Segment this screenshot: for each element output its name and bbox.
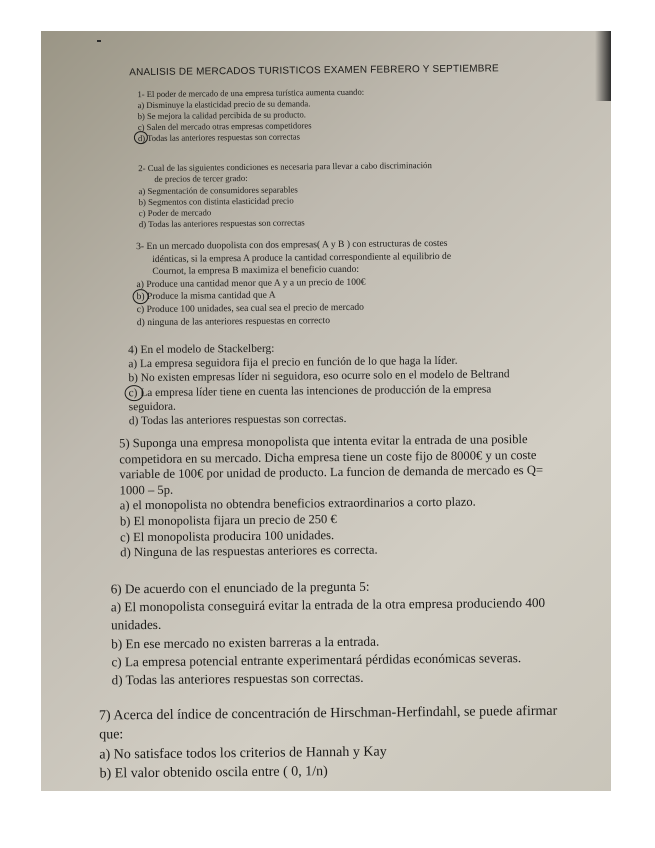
question-2-stem-line-2: de precios de tercer grado: <box>154 173 248 185</box>
question-6-option-d: d) Todas las anteriores respuestas son correctas. <box>111 669 364 688</box>
question-4-option-c-cont: seguidora. <box>128 400 176 414</box>
question-3-option-d: d) ninguna de las anteriores respuestas en correcto <box>136 314 331 328</box>
exam-title: ANALISIS DE MERCADOS TURISTICOS EXAMEN FEBRERO Y SEPTIEMBRE <box>129 63 499 79</box>
question-4-option-b: b) No existen empresas líder ni seguidora, eso ocurre solo en el modelo de Beltrand <box>128 368 510 385</box>
question-3-option-a: a) Produce una cantidad menor que A y a un precio de 100€ <box>136 276 366 290</box>
question-3-option-c: c) Produce 100 unidades, sea cual sea el precio de mercado <box>136 301 364 316</box>
question-5-option-a: a) el monopolista no obtendra beneficios extraordinarios a corto plazo. <box>119 494 476 513</box>
question-2-option-b: b) Segmentos con distinta elasticidad precio <box>138 195 294 207</box>
question-2-stem-line-1: 2- Cual de las siguientes condiciones es necesaria para llevar a cabo discriminación <box>138 160 432 174</box>
question-5-option-d: d) Ninguna de las respuestas anteriores es correcta. <box>120 542 378 560</box>
answer-circle-mark <box>134 131 148 144</box>
question-5-stem-line-2: competidora en su mercado. Dicha empresa tiene un coste fijo de 8000€ y un coste <box>119 447 537 466</box>
question-1 <box>137 87 364 144</box>
question-1-stem: 1- El poder de mercado de una empresa turística aumenta cuando: <box>137 86 365 100</box>
question-7-option-b: b) El valor obtenido oscila entre ( 0, 1/n) <box>99 764 328 782</box>
question-5-stem-line-3: variable de 100€ por unidad de producto. La funcion de demanda de mercado es Q= <box>119 463 544 482</box>
question-2-option-c: c) Poder de mercado <box>138 207 212 219</box>
question-1-option-b: b) Se mejora la calidad percibida de su producto. <box>137 109 306 122</box>
answer-circle-mark <box>125 385 144 401</box>
question-6 <box>111 576 546 690</box>
question-4-option-c: c) La empresa líder tiene en cuenta las intenciones de producción de la empresa <box>128 383 492 399</box>
question-3 <box>136 238 452 329</box>
question-2-option-a: a) Segmentación de consumidores separables <box>138 184 298 196</box>
question-4 <box>128 339 510 428</box>
question-5-stem-line-4: 1000 – 5p. <box>119 482 174 498</box>
question-5-option-b: b) El monopolista fijara un precio de 250 € <box>119 512 337 529</box>
question-5 <box>119 432 544 561</box>
exam-sheet <box>41 31 611 791</box>
question-1-option-c: c) Salen del mercado otras empresas competidores <box>137 120 312 133</box>
question-4-option-d: d) Todas las anteriores respuestas son correctas. <box>128 412 347 428</box>
question-3-stem-line-2: idénticas, si la empresa A produce la cantidad correspondiente al equilibrio de <box>152 250 452 265</box>
question-2 <box>138 160 432 231</box>
question-7-option-a: a) No satisface todos los criterios de Hannah y Kay <box>99 744 387 763</box>
question-4-stem: 4) En el modelo de Stackelberg: <box>128 342 275 357</box>
question-7-stem-line-2: que: <box>99 727 124 743</box>
question-3-option-b: b) Produce la misma cantidad que A <box>136 290 276 303</box>
question-3-stem-line-1: 3- En un mercado duopolista con dos empresas( A y B ) con estructuras de costes <box>136 237 448 253</box>
question-5-option-c: c) El monopolista producira 100 unidades. <box>120 527 335 544</box>
question-1-option-a: a) Disminuye la elasticidad precio de su demanda. <box>137 98 311 111</box>
question-4-option-a: a) La empresa seguidora fija el precio en función de lo que haga la líder. <box>128 354 458 371</box>
question-6-option-a-cont: unidades. <box>110 617 162 633</box>
photo-of-exam-page <box>41 31 611 791</box>
question-7-stem-line-1: 7) Acerca del índice de concentración de Hirschman-Herfindahl, se puede afirmar <box>98 703 558 724</box>
question-2-option-d: d) Todas las anteriores respuestas son correctas <box>138 217 305 230</box>
question-3-stem-line-3: Cournot, la empresa B maximiza el beneficio cuando: <box>152 263 360 278</box>
question-6-stem: 6) De acuerdo con el enunciado de la pregunta 5: <box>110 578 370 597</box>
question-7 <box>99 702 558 784</box>
question-6-option-a: a) El monopolista conseguirá evitar la entrada de la otra empresa produciendo 400 <box>110 595 546 615</box>
question-6-option-c: c) La empresa potencial entrante experimentará pérdidas económicas severas. <box>111 649 522 670</box>
question-6-option-b: b) En ese mercado no existen barreras a la entrada. <box>111 633 380 652</box>
question-1-option-d: d) Todas las anteriores respuestas son correctas <box>137 131 300 144</box>
answer-circle-mark <box>133 289 149 304</box>
question-5-stem-line-1: 5) Suponga una empresa monopolista que intenta evitar la entrada de una posible <box>119 432 528 451</box>
